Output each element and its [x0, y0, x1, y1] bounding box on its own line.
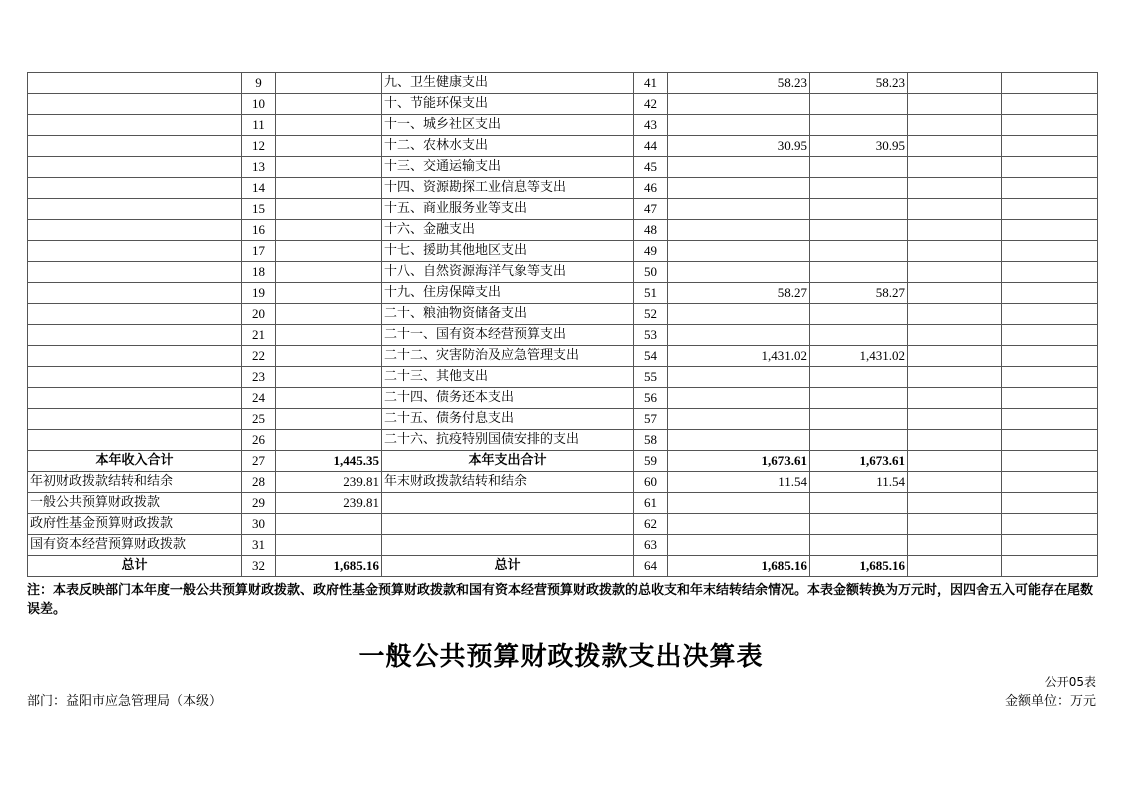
table-row [28, 115, 1098, 136]
income-row-number-cell: 16 [242, 220, 276, 241]
expense-row-number-cell: 48 [634, 220, 668, 241]
expense-capital-budget-cell [1002, 514, 1098, 535]
expense-fund-budget-cell [908, 556, 1002, 577]
income-amount-cell [276, 304, 382, 325]
expense-item-cell: 十四、资源勘探工业信息等支出 [382, 178, 634, 199]
expense-item-cell: 二十二、灾害防治及应急管理支出 [382, 346, 634, 367]
expense-total-cell [668, 220, 810, 241]
expense-row-number-cell: 63 [634, 535, 668, 556]
table-note: 注：本表反映部门本年度一般公共预算财政拨款、政府性基金预算财政拨款和国有资本经营预算财政拨款的总收支和年末结转结余情况。本表金额转换为万元时，因四舍五入可能存在尾数误差。 [27, 583, 1094, 617]
income-row-number-cell: 30 [242, 514, 276, 535]
income-item-cell: 一般公共预算财政拨款 [28, 493, 242, 514]
expense-capital-budget-cell [1002, 220, 1098, 241]
expense-capital-budget-cell [1002, 73, 1098, 94]
expense-capital-budget-cell [1002, 178, 1098, 199]
expense-total-cell [668, 388, 810, 409]
expense-general-budget-cell [810, 241, 908, 262]
income-item-cell [28, 199, 242, 220]
expense-fund-budget-cell [908, 157, 1002, 178]
income-row-number-cell: 26 [242, 430, 276, 451]
expense-total-cell: 1,431.02 [668, 346, 810, 367]
income-row-number-cell: 9 [242, 73, 276, 94]
expense-total-cell [668, 178, 810, 199]
expense-row-number-cell: 44 [634, 136, 668, 157]
expense-fund-budget-cell [908, 472, 1002, 493]
table-row [28, 136, 1098, 157]
expense-general-budget-cell: 1,685.16 [810, 556, 908, 577]
income-row-number-cell: 20 [242, 304, 276, 325]
income-amount-cell [276, 325, 382, 346]
expense-capital-budget-cell [1002, 94, 1098, 115]
expense-row-number-cell: 53 [634, 325, 668, 346]
expense-item-cell: 十、节能环保支出 [382, 94, 634, 115]
income-row-number-cell: 24 [242, 388, 276, 409]
income-amount-cell [276, 73, 382, 94]
expense-row-number-cell: 47 [634, 199, 668, 220]
expense-general-budget-cell [810, 199, 908, 220]
income-item-cell [28, 283, 242, 304]
income-amount-cell [276, 178, 382, 199]
income-item-cell [28, 157, 242, 178]
expense-fund-budget-cell [908, 493, 1002, 514]
expense-capital-budget-cell [1002, 367, 1098, 388]
expense-total-cell [668, 94, 810, 115]
expense-fund-budget-cell [908, 73, 1002, 94]
expense-general-budget-cell: 30.95 [810, 136, 908, 157]
income-row-number-cell: 27 [242, 451, 276, 472]
expense-item-cell [382, 535, 634, 556]
expense-item-cell: 二十六、抗疫特别国债安排的支出 [382, 430, 634, 451]
expense-row-number-cell: 52 [634, 304, 668, 325]
expense-capital-budget-cell [1002, 472, 1098, 493]
income-item-cell [28, 136, 242, 157]
expense-general-budget-cell [810, 115, 908, 136]
income-amount-cell [276, 199, 382, 220]
income-amount-cell [276, 115, 382, 136]
table-row [28, 346, 1098, 367]
expense-capital-budget-cell [1002, 430, 1098, 451]
expense-item-cell: 十二、农林水支出 [382, 136, 634, 157]
expense-row-number-cell: 43 [634, 115, 668, 136]
expense-general-budget-cell [810, 493, 908, 514]
table-row [28, 556, 1098, 577]
income-row-number-cell: 29 [242, 493, 276, 514]
income-row-number-cell: 19 [242, 283, 276, 304]
expense-fund-budget-cell [908, 283, 1002, 304]
income-amount-cell [276, 346, 382, 367]
expense-fund-budget-cell [908, 199, 1002, 220]
expense-total-cell [668, 535, 810, 556]
expense-row-number-cell: 49 [634, 241, 668, 262]
expense-general-budget-cell: 1,431.02 [810, 346, 908, 367]
expense-general-budget-cell [810, 535, 908, 556]
expense-capital-budget-cell [1002, 115, 1098, 136]
expense-capital-budget-cell [1002, 157, 1098, 178]
expense-general-budget-cell [810, 430, 908, 451]
expense-total-cell [668, 199, 810, 220]
expense-total-cell [668, 157, 810, 178]
expense-fund-budget-cell [908, 241, 1002, 262]
table-row [28, 304, 1098, 325]
income-row-number-cell: 11 [242, 115, 276, 136]
income-row-number-cell: 13 [242, 157, 276, 178]
table-row [28, 157, 1098, 178]
expense-row-number-cell: 51 [634, 283, 668, 304]
expense-row-number-cell: 42 [634, 94, 668, 115]
income-amount-cell [276, 430, 382, 451]
expense-capital-budget-cell [1002, 199, 1098, 220]
table-row [28, 325, 1098, 346]
expense-general-budget-cell [810, 325, 908, 346]
expense-fund-budget-cell [908, 451, 1002, 472]
table-row [28, 367, 1098, 388]
expense-general-budget-cell [810, 367, 908, 388]
income-row-number-cell: 18 [242, 262, 276, 283]
expense-fund-budget-cell [908, 367, 1002, 388]
table-row [28, 472, 1098, 493]
income-amount-cell [276, 220, 382, 241]
income-item-cell [28, 409, 242, 430]
table-row [28, 493, 1098, 514]
income-item-cell [28, 262, 242, 283]
expense-fund-budget-cell [908, 94, 1002, 115]
expense-row-number-cell: 55 [634, 367, 668, 388]
table-row [28, 409, 1098, 430]
expense-general-budget-cell [810, 409, 908, 430]
income-amount-cell [276, 409, 382, 430]
expense-row-number-cell: 57 [634, 409, 668, 430]
income-item-cell: 政府性基金预算财政拨款 [28, 514, 242, 535]
table-row [28, 220, 1098, 241]
expense-item-cell: 二十三、其他支出 [382, 367, 634, 388]
income-amount-cell [276, 283, 382, 304]
expense-fund-budget-cell [908, 136, 1002, 157]
expense-row-number-cell: 59 [634, 451, 668, 472]
income-amount-cell: 239.81 [276, 472, 382, 493]
expense-general-budget-cell [810, 304, 908, 325]
income-item-cell: 年初财政拨款结转和结余 [28, 472, 242, 493]
income-row-number-cell: 31 [242, 535, 276, 556]
table-row [28, 451, 1098, 472]
expense-fund-budget-cell [908, 430, 1002, 451]
expense-capital-budget-cell [1002, 451, 1098, 472]
table-code: 公开05表 [1044, 675, 1096, 689]
table-row [28, 262, 1098, 283]
expense-item-cell: 二十、粮油物资储备支出 [382, 304, 634, 325]
expense-row-number-cell: 41 [634, 73, 668, 94]
income-row-number-cell: 32 [242, 556, 276, 577]
expense-fund-budget-cell [908, 346, 1002, 367]
expense-fund-budget-cell [908, 388, 1002, 409]
fiscal-allocation-table [27, 72, 1098, 577]
expense-item-cell: 二十一、国有资本经营预算支出 [382, 325, 634, 346]
expense-capital-budget-cell [1002, 283, 1098, 304]
expense-item-cell: 九、卫生健康支出 [382, 73, 634, 94]
expense-capital-budget-cell [1002, 535, 1098, 556]
expense-row-number-cell: 50 [634, 262, 668, 283]
expense-item-cell: 十一、城乡社区支出 [382, 115, 634, 136]
expense-total-cell [668, 430, 810, 451]
income-item-cell [28, 430, 242, 451]
expense-total-cell: 1,673.61 [668, 451, 810, 472]
income-amount-cell [276, 136, 382, 157]
income-item-cell [28, 367, 242, 388]
income-amount-cell [276, 388, 382, 409]
income-row-number-cell: 25 [242, 409, 276, 430]
expense-capital-budget-cell [1002, 388, 1098, 409]
table-row [28, 241, 1098, 262]
expense-general-budget-cell: 58.23 [810, 73, 908, 94]
expense-general-budget-cell [810, 262, 908, 283]
income-item-cell: 本年收入合计 [28, 451, 242, 472]
expense-item-cell: 十九、住房保障支出 [382, 283, 634, 304]
expense-capital-budget-cell [1002, 409, 1098, 430]
expense-row-number-cell: 64 [634, 556, 668, 577]
expense-item-cell: 十八、自然资源海洋气象等支出 [382, 262, 634, 283]
income-row-number-cell: 28 [242, 472, 276, 493]
income-amount-cell [276, 535, 382, 556]
amount-unit-label: 金额单位：万元 [1004, 694, 1096, 709]
expense-row-number-cell: 54 [634, 346, 668, 367]
expense-total-cell [668, 241, 810, 262]
income-amount-cell [276, 241, 382, 262]
expense-item-cell [382, 493, 634, 514]
expense-general-budget-cell: 11.54 [810, 472, 908, 493]
expense-item-cell: 十七、援助其他地区支出 [382, 241, 634, 262]
expense-fund-budget-cell [908, 535, 1002, 556]
expense-row-number-cell: 62 [634, 514, 668, 535]
expense-capital-budget-cell [1002, 304, 1098, 325]
expense-total-cell: 58.27 [668, 283, 810, 304]
expense-total-cell [668, 262, 810, 283]
expense-capital-budget-cell [1002, 556, 1098, 577]
table-row [28, 535, 1098, 556]
income-item-cell: 国有资本经营预算财政拨款 [28, 535, 242, 556]
table-row [28, 430, 1098, 451]
expense-row-number-cell: 61 [634, 493, 668, 514]
expense-total-cell: 58.23 [668, 73, 810, 94]
income-item-cell [28, 73, 242, 94]
expense-item-cell: 二十四、债务还本支出 [382, 388, 634, 409]
income-item-cell [28, 325, 242, 346]
expense-general-budget-cell [810, 157, 908, 178]
expense-general-budget-cell: 1,673.61 [810, 451, 908, 472]
expense-total-cell [668, 115, 810, 136]
expense-item-cell: 十三、交通运输支出 [382, 157, 634, 178]
department-label: 部门：益阳市应急管理局（本级） [27, 694, 223, 709]
expense-fund-budget-cell [908, 115, 1002, 136]
income-row-number-cell: 23 [242, 367, 276, 388]
expense-general-budget-cell [810, 94, 908, 115]
income-item-cell [28, 220, 242, 241]
expense-capital-budget-cell [1002, 325, 1098, 346]
table-row [28, 283, 1098, 304]
income-row-number-cell: 21 [242, 325, 276, 346]
expense-row-number-cell: 58 [634, 430, 668, 451]
expense-fund-budget-cell [908, 325, 1002, 346]
income-item-cell [28, 241, 242, 262]
expense-item-cell: 二十五、债务付息支出 [382, 409, 634, 430]
expense-item-cell: 本年支出合计 [382, 451, 634, 472]
table-row [28, 178, 1098, 199]
table-row [28, 199, 1098, 220]
expense-capital-budget-cell [1002, 493, 1098, 514]
expense-total-cell [668, 325, 810, 346]
income-amount-cell [276, 94, 382, 115]
table-body [28, 73, 1098, 577]
expense-total-cell: 11.54 [668, 472, 810, 493]
expense-row-number-cell: 60 [634, 472, 668, 493]
expense-fund-budget-cell [908, 514, 1002, 535]
income-item-cell [28, 94, 242, 115]
expense-fund-budget-cell [908, 220, 1002, 241]
income-amount-cell [276, 262, 382, 283]
expense-fund-budget-cell [908, 409, 1002, 430]
expense-general-budget-cell [810, 220, 908, 241]
income-item-cell [28, 178, 242, 199]
expense-capital-budget-cell [1002, 262, 1098, 283]
income-row-number-cell: 10 [242, 94, 276, 115]
income-item-cell [28, 304, 242, 325]
expense-capital-budget-cell [1002, 241, 1098, 262]
expense-item-cell: 年末财政拨款结转和结余 [382, 472, 634, 493]
expense-total-cell [668, 493, 810, 514]
income-item-cell [28, 388, 242, 409]
expense-fund-budget-cell [908, 178, 1002, 199]
income-row-number-cell: 17 [242, 241, 276, 262]
income-row-number-cell: 14 [242, 178, 276, 199]
income-amount-cell: 1,445.35 [276, 451, 382, 472]
expense-capital-budget-cell [1002, 136, 1098, 157]
expense-total-cell: 30.95 [668, 136, 810, 157]
expense-item-cell: 总计 [382, 556, 634, 577]
expense-row-number-cell: 46 [634, 178, 668, 199]
income-row-number-cell: 12 [242, 136, 276, 157]
income-row-number-cell: 15 [242, 199, 276, 220]
expense-item-cell: 十五、商业服务业等支出 [382, 199, 634, 220]
table-row [28, 388, 1098, 409]
income-amount-cell [276, 157, 382, 178]
table-row [28, 514, 1098, 535]
table-row [28, 94, 1098, 115]
income-row-number-cell: 22 [242, 346, 276, 367]
expense-capital-budget-cell [1002, 346, 1098, 367]
expense-total-cell [668, 367, 810, 388]
expense-total-cell [668, 409, 810, 430]
income-amount-cell [276, 367, 382, 388]
expense-total-cell: 1,685.16 [668, 556, 810, 577]
expense-item-cell: 十六、金融支出 [382, 220, 634, 241]
expense-general-budget-cell [810, 178, 908, 199]
expense-row-number-cell: 45 [634, 157, 668, 178]
income-item-cell [28, 346, 242, 367]
expense-general-budget-cell [810, 514, 908, 535]
next-table-title: 一般公共预算财政拨款支出决算表 [358, 642, 764, 672]
expense-general-budget-cell: 58.27 [810, 283, 908, 304]
income-amount-cell: 239.81 [276, 493, 382, 514]
expense-row-number-cell: 56 [634, 388, 668, 409]
expense-total-cell [668, 514, 810, 535]
income-item-cell [28, 115, 242, 136]
income-amount-cell [276, 514, 382, 535]
expense-total-cell [668, 304, 810, 325]
expense-fund-budget-cell [908, 262, 1002, 283]
expense-fund-budget-cell [908, 304, 1002, 325]
expense-general-budget-cell [810, 388, 908, 409]
income-amount-cell: 1,685.16 [276, 556, 382, 577]
table-row [28, 73, 1098, 94]
expense-item-cell [382, 514, 634, 535]
income-item-cell: 总计 [28, 556, 242, 577]
